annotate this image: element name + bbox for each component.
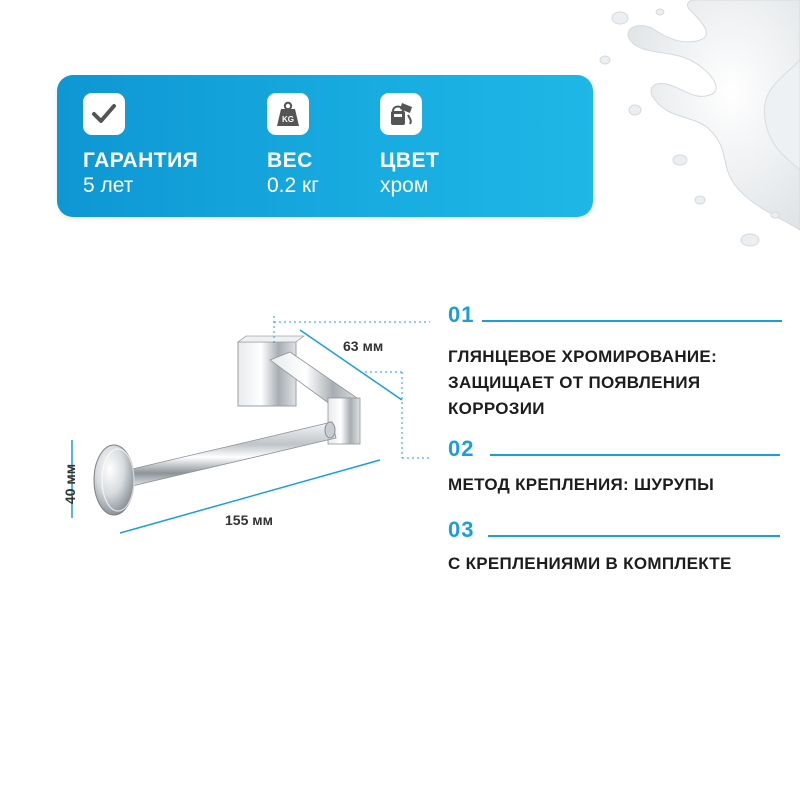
- feature-text: ГЛЯНЦЕВОЕ ХРОМИРОВАНИЕ: ЗАЩИЩАЕТ ОТ ПОЯВЛЕНИЯ КОРРОЗИИ: [448, 347, 718, 418]
- spec-title: ВЕС: [267, 149, 313, 172]
- spec-value: 0.2 кг: [267, 174, 319, 197]
- milk-splash-decoration: [560, 0, 800, 260]
- feature-number: 02: [448, 436, 475, 461]
- checkmark-icon: [83, 93, 125, 135]
- spec-title: ЦВЕТ: [380, 149, 440, 172]
- paint-bucket-icon: [380, 93, 422, 135]
- feature-number: 01: [448, 302, 475, 327]
- dimension-height-label: 40 мм: [62, 463, 78, 505]
- specs-banner: [57, 75, 593, 217]
- feature-item: [448, 436, 788, 498]
- dimension-depth-label: 63 мм: [343, 338, 384, 354]
- feature-item: [448, 302, 788, 422]
- feature-text: С КРЕПЛЕНИЯМИ В КОМПЛЕКТЕ: [448, 554, 732, 573]
- spec-weight: [267, 93, 319, 199]
- feature-item: [448, 517, 793, 577]
- weight-icon: [267, 93, 309, 135]
- feature-divider: [488, 535, 780, 537]
- dimension-length-label: 155 мм: [225, 512, 273, 528]
- svg-text:KG: KG: [282, 115, 294, 124]
- spec-warranty: [83, 93, 198, 199]
- feature-divider: [482, 320, 782, 322]
- spec-color: [380, 93, 439, 199]
- feature-text: МЕТОД КРЕПЛЕНИЯ: ШУРУПЫ: [448, 475, 715, 494]
- spec-title: ГАРАНТИЯ: [83, 149, 199, 172]
- spec-value: хром: [380, 174, 429, 197]
- spec-value: 5 лет: [83, 174, 134, 197]
- feature-number: 03: [448, 517, 475, 542]
- feature-divider: [490, 454, 780, 456]
